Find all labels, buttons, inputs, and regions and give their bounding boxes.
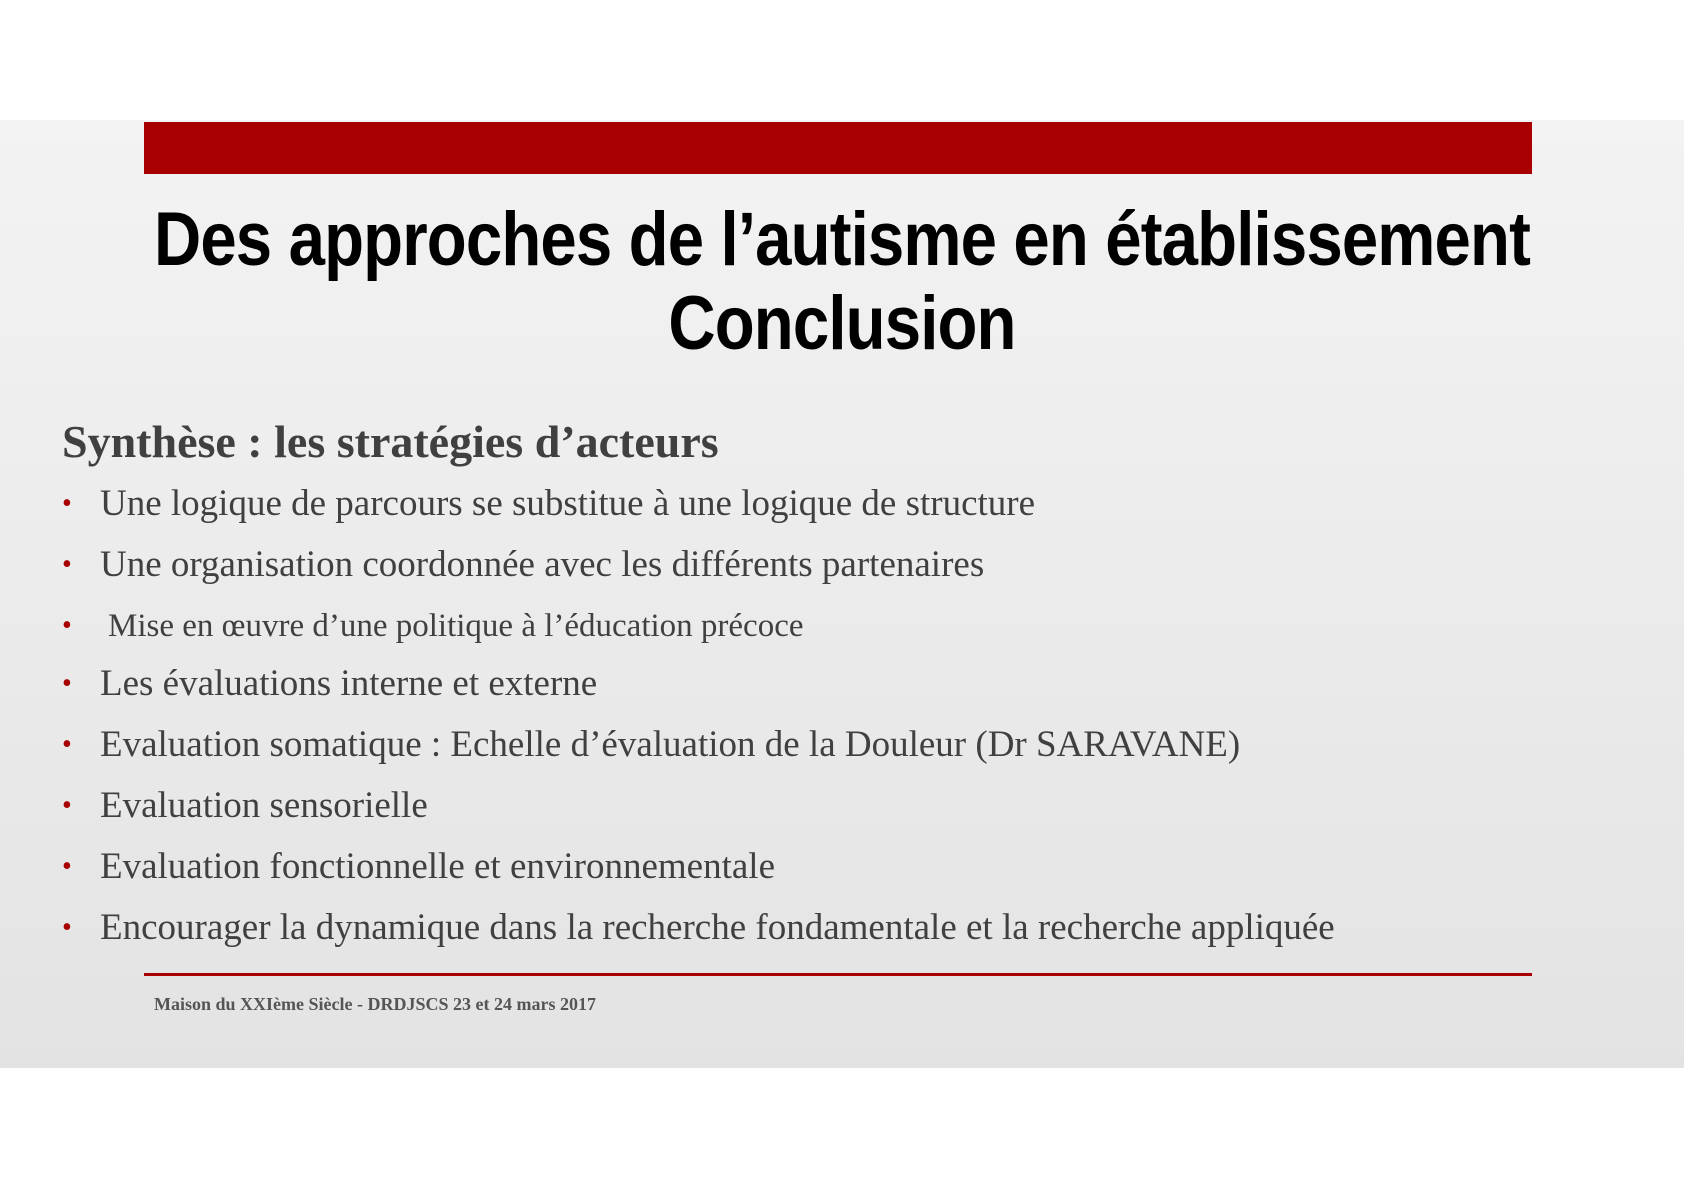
bullet-text: Une logique de parcours se substitue à une logique de structure bbox=[100, 483, 1036, 524]
slide-title-line-1: Des approches de l’autisme en établissement bbox=[153, 197, 1531, 282]
bullet-dot-icon: • bbox=[62, 668, 72, 699]
bottom-divider bbox=[144, 973, 1532, 976]
bullet-item bbox=[62, 721, 1335, 782]
bullet-item bbox=[62, 660, 1335, 721]
bullet-text: Evaluation somatique : Echelle d’évaluation de la Douleur (Dr SARAVANE) bbox=[100, 724, 1241, 765]
bullet-text: Les évaluations interne et externe bbox=[100, 663, 598, 704]
slide-title-line-2: Conclusion bbox=[668, 281, 1016, 366]
bullet-text: Encourager la dynamique dans la recherche fondamentale et la recherche appliquée bbox=[100, 907, 1335, 948]
bullet-dot-icon: • bbox=[62, 729, 72, 760]
bullet-dot-icon: • bbox=[62, 549, 72, 580]
bullet-text: Une organisation coordonnée avec les différents partenaires bbox=[100, 544, 985, 585]
bullet-text: Evaluation fonctionnelle et environnementale bbox=[100, 846, 775, 887]
bullet-dot-icon: • bbox=[62, 912, 72, 943]
bullet-text: Evaluation sensorielle bbox=[100, 785, 428, 826]
bullet-item bbox=[62, 480, 1335, 541]
bullet-item bbox=[62, 843, 1335, 904]
slide-title bbox=[118, 198, 1566, 366]
slide-subtitle: Synthèse : les stratégies d’acteurs bbox=[62, 416, 719, 467]
bullet-item bbox=[62, 904, 1335, 965]
slide-footer: Maison du XXIème Siècle - DRDJSCS 23 et 24 mars 2017 bbox=[154, 994, 596, 1014]
bullet-list bbox=[62, 480, 1335, 965]
bullet-dot-icon: • bbox=[62, 610, 72, 641]
bullet-item bbox=[62, 602, 1335, 660]
bullet-item bbox=[62, 541, 1335, 602]
top-accent-bar bbox=[144, 122, 1532, 174]
slide bbox=[0, 120, 1684, 1068]
bullet-dot-icon: • bbox=[62, 790, 72, 821]
bullet-dot-icon: • bbox=[62, 851, 72, 882]
bullet-item bbox=[62, 782, 1335, 843]
bullet-text: Mise en œuvre d’une politique à l’éducation précoce bbox=[108, 608, 804, 644]
bullet-dot-icon: • bbox=[62, 488, 72, 519]
